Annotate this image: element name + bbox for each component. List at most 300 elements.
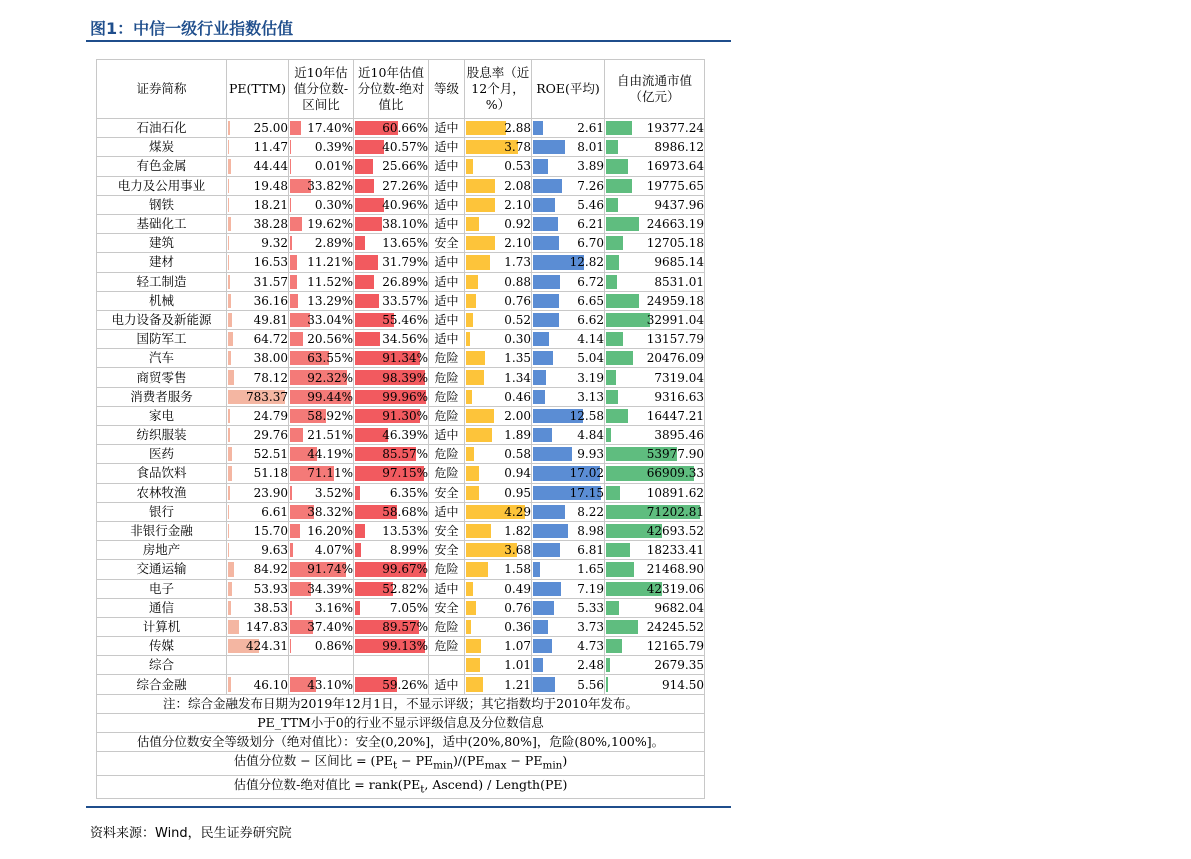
interval-cell [289,502,354,521]
interval-cell [289,579,354,598]
dividend-value: 2.08 [504,178,531,193]
absolute-cell [354,483,429,502]
table-row [97,368,705,387]
dividend-value: 0.36 [504,619,531,634]
pe-value: 15.70 [253,524,288,539]
absolute-cell [354,157,429,176]
table-row [97,675,705,694]
pe-cell [227,330,289,349]
roe-bar [533,140,565,154]
mv-bar [606,562,634,576]
pe-value: 18.21 [253,197,288,212]
industry-name: 建材 [97,253,227,272]
dividend-bar [466,121,506,135]
absolute-value: 7.05% [389,600,428,615]
absolute-cell [354,253,429,272]
dividend-bar [466,639,481,653]
pe-cell [227,387,289,406]
pe-value: 24.79 [253,408,288,423]
grade-cell: 安全 [429,541,465,560]
table-row [97,637,705,656]
table-row [97,541,705,560]
interval-value: 11.52% [307,274,353,289]
dividend-cell [465,214,532,233]
dividend-value: 0.76 [504,293,531,308]
dividend-cell [465,138,532,157]
interval-cell [289,617,354,636]
industry-name: 有色金属 [97,157,227,176]
dividend-bar [466,466,479,480]
dividend-cell [465,195,532,214]
pe-value: 25.00 [253,121,288,136]
mv-cell [605,330,705,349]
grade-cell: 安全 [429,521,465,540]
industry-name: 计算机 [97,617,227,636]
interval-bar [290,524,300,538]
roe-cell [532,617,605,636]
table-row [97,483,705,502]
dividend-value: 0.58 [504,447,531,462]
interval-value: 20.56% [307,332,353,347]
absolute-value: 89.57% [382,619,428,634]
dividend-cell [465,675,532,694]
dividend-cell [465,521,532,540]
roe-bar [533,179,562,193]
grade-cell: 适中 [429,310,465,329]
dividend-cell [465,157,532,176]
dividend-bar [466,524,491,538]
absolute-bar [355,294,379,308]
pe-value: 31.57 [253,274,288,289]
pe-cell [227,675,289,694]
roe-cell [532,253,605,272]
mv-value: 71202.81 [646,504,704,519]
mv-bar [606,332,623,346]
dividend-value: 0.76 [504,600,531,615]
mv-cell [605,445,705,464]
mv-value: 12165.79 [646,639,704,654]
dividend-cell [465,119,532,138]
dividend-cell [465,560,532,579]
industry-name: 电力设备及新能源 [97,310,227,329]
dividend-cell [465,541,532,560]
pe-bar [228,524,229,538]
roe-cell [532,234,605,253]
interval-bar [290,140,291,154]
absolute-value: 99.13% [382,639,428,654]
interval-cell [289,368,354,387]
mv-value: 9316.63 [654,389,704,404]
table-row [97,176,705,195]
roe-value: 4.73 [577,639,604,654]
mv-value: 12705.18 [646,236,704,251]
grade-cell: 适中 [429,253,465,272]
mv-bar [606,236,623,250]
pe-value: 11.47 [253,140,288,155]
dividend-value: 0.94 [504,466,531,481]
mv-value: 53977.90 [646,447,704,462]
mv-bar [606,217,639,231]
interval-value: 21.51% [307,428,353,443]
table-row [97,445,705,464]
absolute-bar [355,198,384,212]
industry-name: 电力及公用事业 [97,176,227,195]
dividend-cell [465,464,532,483]
pe-cell [227,617,289,636]
roe-cell [532,406,605,425]
dividend-bar [466,620,471,634]
mv-cell [605,157,705,176]
absolute-bar [355,255,378,269]
absolute-cell [354,656,429,675]
table-row [97,291,705,310]
roe-value: 5.56 [577,677,604,692]
pe-cell [227,541,289,560]
pe-value: 38.00 [253,351,288,366]
dividend-bar [466,658,480,672]
dividend-value: 1.07 [504,639,531,654]
interval-cell [289,464,354,483]
mv-value: 24959.18 [646,293,704,308]
table-row [97,617,705,636]
interval-value: 38.32% [307,504,353,519]
pe-value: 51.18 [253,466,288,481]
dividend-cell [465,656,532,675]
absolute-value: 13.53% [382,524,428,539]
pe-cell [227,521,289,540]
pe-cell [227,598,289,617]
absolute-bar [355,332,380,346]
interval-value: 4.07% [314,543,353,558]
grade-cell: 危险 [429,445,465,464]
interval-cell [289,234,354,253]
mv-value: 16447.21 [646,408,704,423]
pe-cell [227,483,289,502]
roe-bar [533,524,568,538]
dividend-value: 0.30 [504,332,531,347]
pe-bar [228,179,229,193]
header-interval: 近10年估值分位数-区间比 [289,60,354,119]
pe-value: 23.90 [253,485,288,500]
mv-value: 19377.24 [646,121,704,136]
industry-name: 建筑 [97,234,227,253]
pe-cell [227,157,289,176]
pe-bar [228,140,229,154]
absolute-bar [355,179,374,193]
mv-bar [606,486,620,500]
grade-cell: 安全 [429,598,465,617]
absolute-cell [354,138,429,157]
interval-value: 43.10% [307,677,353,692]
interval-bar [290,198,291,212]
mv-cell [605,119,705,138]
mv-bar [606,294,639,308]
interval-cell [289,521,354,540]
grade-cell [429,656,465,675]
pe-bar [228,198,229,212]
absolute-cell [354,675,429,694]
header-dividend: 股息率（近12个月，%） [465,60,532,119]
absolute-cell [354,464,429,483]
roe-cell [532,598,605,617]
interval-cell [289,195,354,214]
roe-bar [533,236,559,250]
industry-name: 医药 [97,445,227,464]
pe-value: 38.53 [253,600,288,615]
table-row [97,426,705,445]
pe-bar [228,466,232,480]
pe-cell [227,656,289,675]
interval-value: 13.29% [307,293,353,308]
dividend-value: 1.73 [504,255,531,270]
dividend-bar [466,370,484,384]
dividend-cell [465,406,532,425]
pe-value: 19.48 [253,178,288,193]
interval-bar [290,255,297,269]
table-row [97,138,705,157]
grade-cell: 危险 [429,406,465,425]
pe-bar [228,562,234,576]
roe-cell [532,368,605,387]
absolute-value: 99.67% [382,562,428,577]
grade-cell: 适中 [429,579,465,598]
table-row [97,387,705,406]
roe-bar [533,601,554,615]
interval-value: 19.62% [307,217,353,232]
mv-cell [605,387,705,406]
mv-cell [605,502,705,521]
roe-bar [533,543,560,557]
absolute-cell [354,272,429,291]
pe-bar [228,294,231,308]
mv-cell [605,617,705,636]
dividend-bar [466,236,495,250]
dividend-bar [466,562,488,576]
dividend-bar [466,601,476,615]
interval-value: 0.30% [314,197,353,212]
absolute-cell [354,426,429,445]
interval-cell [289,119,354,138]
roe-bar [533,677,555,691]
interval-cell [289,426,354,445]
interval-cell [289,445,354,464]
note-2: PE_TTM小于0的行业不显示评级信息及分位数信息 [97,713,705,732]
interval-value: 58.92% [307,408,353,423]
interval-value: 16.20% [307,524,353,539]
roe-value: 8.98 [577,524,604,539]
absolute-cell [354,445,429,464]
mv-value: 8531.01 [654,274,704,289]
dividend-bar [466,428,492,442]
dividend-value: 1.34 [504,370,531,385]
roe-cell [532,541,605,560]
mv-cell [605,176,705,195]
dividend-value: 3.68 [504,543,531,558]
industry-name: 通信 [97,598,227,617]
roe-cell [532,637,605,656]
roe-value: 6.81 [577,543,604,558]
grade-cell: 危险 [429,368,465,387]
mv-cell [605,214,705,233]
mv-cell [605,675,705,694]
roe-cell [532,579,605,598]
dividend-cell [465,176,532,195]
mv-value: 42319.06 [646,581,704,596]
absolute-cell [354,521,429,540]
dividend-bar [466,582,473,596]
dividend-cell [465,445,532,464]
dividend-cell [465,617,532,636]
absolute-cell [354,291,429,310]
title-rule [86,40,731,42]
header-grade: 等级 [429,60,465,119]
interval-cell [289,138,354,157]
pe-bar [228,159,231,173]
interval-value: 37.40% [307,619,353,634]
interval-value: 0.86% [314,639,353,654]
dividend-value: 0.88 [504,274,531,289]
header-mv: 自由流通市值（亿元） [605,60,705,119]
mv-bar [606,409,628,423]
interval-value: 63.55% [307,351,353,366]
absolute-value: 40.57% [382,140,428,155]
roe-bar [533,562,540,576]
dividend-value: 1.89 [504,428,531,443]
mv-cell [605,253,705,272]
absolute-value: 85.57% [382,447,428,462]
absolute-bar [355,140,384,154]
absolute-cell [354,119,429,138]
absolute-bar [355,524,365,538]
roe-value: 5.33 [577,600,604,615]
table-row [97,502,705,521]
absolute-cell [354,330,429,349]
mv-cell [605,656,705,675]
roe-value: 6.21 [577,217,604,232]
absolute-value: 97.15% [382,466,428,481]
mv-value: 20476.09 [646,351,704,366]
header-name: 证券简称 [97,60,227,119]
grade-cell: 适中 [429,138,465,157]
pe-cell [227,214,289,233]
roe-cell [532,176,605,195]
interval-cell [289,330,354,349]
interval-value: 3.16% [314,600,353,615]
pe-value: 36.16 [253,293,288,308]
absolute-value: 34.56% [382,332,428,347]
mv-cell [605,426,705,445]
absolute-value: 91.30% [382,408,428,423]
roe-cell [532,291,605,310]
roe-bar [533,332,549,346]
roe-bar [533,658,543,672]
dividend-cell [465,330,532,349]
interval-cell [289,637,354,656]
interval-cell [289,310,354,329]
grade-cell: 安全 [429,483,465,502]
dividend-cell [465,598,532,617]
industry-name: 基础化工 [97,214,227,233]
interval-value: 33.82% [307,178,353,193]
dividend-bar [466,409,494,423]
dividend-cell [465,253,532,272]
pe-value: 783.37 [246,389,288,404]
mv-bar [606,179,632,193]
absolute-value: 59.26% [382,677,428,692]
dividend-cell [465,426,532,445]
absolute-bar [355,159,373,173]
mv-value: 8986.12 [654,140,704,155]
roe-value: 6.62 [577,312,604,327]
dividend-bar [466,486,479,500]
interval-value: 3.52% [314,485,353,500]
dividend-cell [465,349,532,368]
industry-name: 机械 [97,291,227,310]
roe-value: 6.70 [577,236,604,251]
table-row [97,406,705,425]
dividend-bar [466,217,479,231]
header-pe: PE(TTM) [227,60,289,119]
pe-cell [227,637,289,656]
dividend-value: 0.92 [504,217,531,232]
table-row [97,560,705,579]
mv-bar [606,275,617,289]
roe-value: 8.01 [577,140,604,155]
absolute-cell [354,617,429,636]
roe-bar [533,275,560,289]
pe-bar [228,677,231,691]
roe-value: 7.26 [577,178,604,193]
absolute-value: 13.65% [382,236,428,251]
mv-bar [606,121,632,135]
absolute-value: 40.96% [382,197,428,212]
mv-bar [606,543,630,557]
interval-bar [290,601,292,615]
pe-value: 38.28 [253,217,288,232]
dividend-cell [465,387,532,406]
roe-bar [533,428,552,442]
roe-bar [533,217,558,231]
bottom-rule [86,806,731,808]
roe-value: 4.14 [577,332,604,347]
absolute-cell [354,541,429,560]
roe-value: 5.04 [577,351,604,366]
roe-value: 6.65 [577,293,604,308]
roe-bar [533,370,546,384]
pe-value: 84.92 [253,562,288,577]
pe-bar [228,582,232,596]
interval-bar [290,217,302,231]
pe-bar [228,505,229,519]
dividend-value: 3.78 [504,140,531,155]
pe-value: 44.44 [253,159,288,174]
dividend-cell [465,234,532,253]
interval-value: 0.01% [314,159,353,174]
roe-cell [532,675,605,694]
grade-cell: 适中 [429,272,465,291]
grade-cell: 适中 [429,214,465,233]
absolute-cell [354,368,429,387]
mv-bar [606,351,633,365]
mv-cell [605,483,705,502]
table-row [97,330,705,349]
mv-value: 9437.96 [654,197,704,212]
pe-bar [228,486,230,500]
interval-value: 2.89% [314,236,353,251]
interval-value: 44.19% [307,447,353,462]
absolute-cell [354,637,429,656]
interval-bar [290,294,298,308]
